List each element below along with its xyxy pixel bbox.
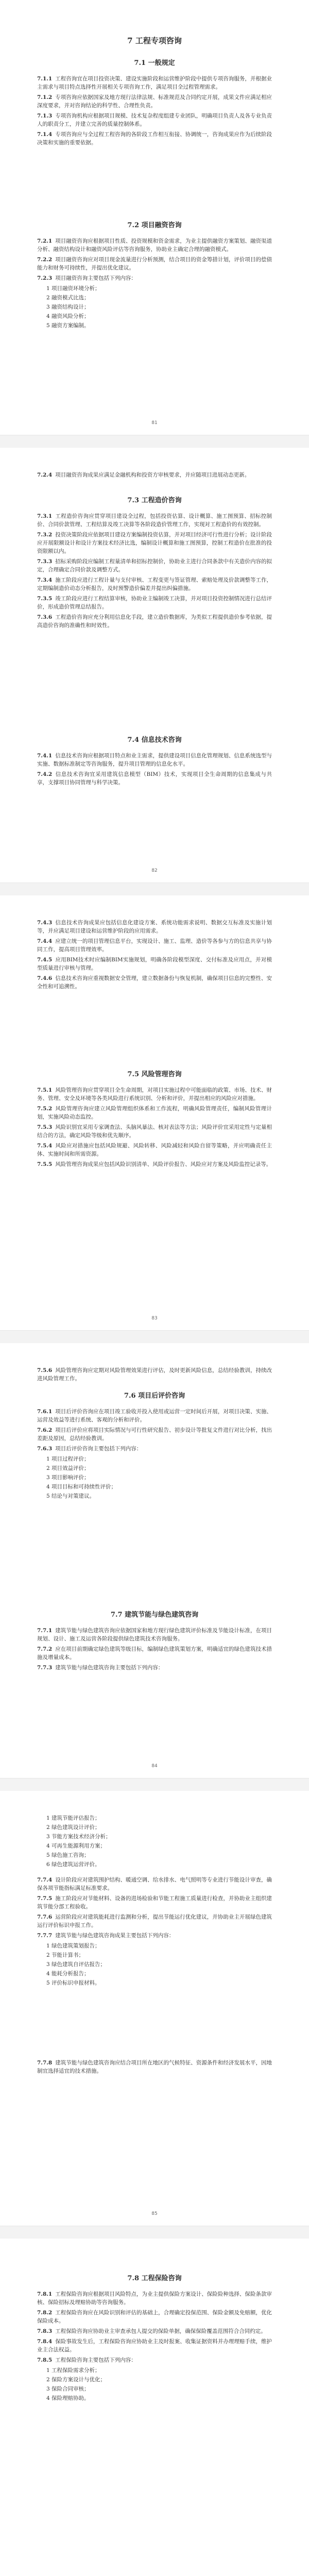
page-gap: [0, 1331, 309, 1343]
paragraph: 7.3.1 工程造价咨询应贯穿项目建设全过程，包括投资估算、设计概算、施工图预算、招标控制价、合同价款管理、工程结算及竣工决算等各阶段造价管理工作，实现对工程造价的有效控制。: [37, 513, 272, 528]
paragraph: 7.8.5 工程保险咨询主要包括下列内容：: [37, 2357, 136, 2363]
paragraph: 7.3.6 工程造价咨询应充分利用信息化手段，建立造价数据库，为类似工程提供造价参考依据，提高造价咨询的准确性和时效性。: [37, 614, 272, 629]
list-item: 1 项目过程评价；: [46, 1456, 90, 1462]
section-body: [37, 919, 272, 993]
section-body: [37, 2059, 272, 2077]
section-title: 7.5 风险管理咨询: [127, 1071, 182, 1078]
paragraph: 7.1.1 工程咨询宜在项目投资决策、建设实施阶段和运营维护阶段中提供专项咨询服务，并根据业主需求与项目特点选择性开展相关专项咨询工作，满足项目全过程管理需求。: [37, 76, 272, 90]
paragraph: 7.7.3 建筑节能与绿色建筑咨询主要包括下列内容：: [37, 1665, 164, 1671]
page: [0, 1791, 309, 2226]
list-item: 5 结论与对策建议。: [46, 1493, 95, 1499]
section-body: [37, 1626, 272, 1674]
paragraph: 7.4.3 信息技术咨询成果应包括信息化建设方案、系统功能需求说明、数据交互标准及实施计划等，并应满足项目建设和运营维护阶段的应用需求。: [37, 920, 272, 934]
paragraph: 7.7.6 运营阶段应对建筑能耗进行监测和分析，提出节能运行优化建议，并协助业主开展绿色建筑运行评价标识申报工作。: [37, 1914, 272, 1928]
section-body: [37, 75, 272, 149]
page-gap: [0, 1778, 309, 1791]
section-body: [37, 471, 272, 481]
list-item: 4 融资风险分析；: [46, 313, 90, 319]
page-number: 85: [151, 2211, 158, 2216]
section-body: [37, 512, 272, 632]
paragraph: 7.3.3 招标采购阶段应编制工程量清单和招标控制价，协助业主进行合同条款中有关造价内容的拟定，合理确定合同价款及调整方式。: [37, 558, 272, 573]
page: [0, 895, 309, 1331]
page-number: 84: [151, 1764, 158, 1769]
page: [0, 1343, 309, 1778]
paragraph: 7.2.2 项目融资咨询应对项目现金流量进行分析预测，结合项目的资金筹措计划，评价项目的偿债能力和财务可持续性，并提出优化建议。: [37, 257, 272, 271]
list-item: 4 可再生能源利用方案；: [46, 1843, 106, 1849]
paragraph: 7.5.3 风险识别宜采用专家调查法、头脑风暴法、核对表法等方法；风险评价宜采用定性与定量相结合的方法，确定风险等级和优先顺序。: [37, 1124, 272, 1139]
paragraph: 7.4.4 应建立统一的项目管理信息平台，实现设计、施工、监理、造价等各参与方的信息共享与协同工作，提高项目管理效率。: [37, 938, 272, 953]
section-body: [37, 237, 272, 331]
paragraph: 7.7.4 设计阶段应对建筑围护结构、暖通空调、给水排水、电气照明等专业进行节能设计审查，确保各项节能指标满足标准要求。: [37, 1877, 272, 1891]
paragraph: 7.1.4 专项咨询应与全过程工程咨询的各阶段工作相互衔接、协调统一，咨询成果应作为后续阶段决策和实施的重要依据。: [37, 131, 272, 146]
paragraph: 7.5.6 风险管理咨询应定期对风险管理效果进行评估，及时更新风险信息，总结经验教训，持续改进风险管理工作。: [37, 1367, 272, 1382]
paragraph: 7.5.5 风险管理咨询成果应包括风险识别清单、风险评价报告、风险应对方案及风险监控记录等。: [37, 1161, 272, 1167]
list-item: 2 保险方案设计与优化；: [46, 2377, 106, 2383]
section-body: [37, 752, 272, 789]
paragraph: 7.8.4 保险事故发生后，工程保险咨询应协助业主及时报案、收集证据资料并办理理赔手续，维护业主合法权益。: [37, 2338, 272, 2353]
paragraph: 7.7.1 建筑节能与绿色建筑咨询应依据国家和地方现行绿色建筑评价标准及节能设计标准，在项目规划、设计、施工及运营各阶段提供绿色建筑技术咨询服务。: [37, 1628, 272, 1642]
paragraph: 7.3.4 施工阶段应进行工程计量与支付审核、工程变更与签证管理、索赔处理及价款调整等工作，定期编制造价动态分析报告，及时预警造价偏差并提出纠偏措施。: [37, 577, 272, 591]
paragraph: 7.8.2 工程保险咨询应在风险识别和评估的基础上，合理确定投保范围、保险金额及免赔额，优化保险成本。: [37, 2310, 272, 2324]
paragraph: 7.5.1 风险管理咨询应贯穿项目全生命周期，对项目实施过程中可能面临的政策、市场、技术、财务、管理、安全及环境等各类风险进行系统识别、分析和评价，并提出相应的风险应对措施。: [37, 1087, 272, 1101]
paragraph: 7.7.5 施工阶段应对节能材料、设备的进场检验和节能工程施工质量进行检查，并协助业主组织建筑节能分部工程验收。: [37, 1895, 272, 1910]
paragraph: 7.1.3 专项咨询机构应根据项目规模、技术复杂程度组建专业团队，明确项目负责人及各专业负责人的职责分工，并建立完善的质量控制体系。: [37, 113, 272, 127]
paragraph: 7.5.2 风险管理咨询应建立风险管理组织体系和工作流程，明确风险管理责任，编制风险管理计划，实施风险动态监控。: [37, 1106, 272, 1120]
page-number: 82: [151, 868, 158, 873]
section-title: 7.7 建筑节能与绿色建筑咨询: [110, 1611, 199, 1619]
page: [0, 448, 309, 883]
list-item: 1 项目融资环境分析；: [46, 285, 100, 292]
paragraph: 7.6.1 项目后评价咨询应在项目竣工验收并投入使用或运营一定时间后开展，对项目决策、实施、运营及效益等进行系统、客观的分析和评价。: [37, 1409, 272, 1423]
list-item: 3 保险合同审核；: [46, 2386, 90, 2392]
paragraph: 7.5.4 风险应对措施应包括风险规避、风险转移、风险减轻和风险自留等策略，并应明确责任主体、实施时间和所需资源。: [37, 1143, 272, 1157]
list-item: 5 绿色施工咨询；: [46, 1852, 90, 1858]
paragraph: 7.4.1 信息技术咨询应根据项目特点和业主需求，提供建设项目信息化管理规划、信息系统选型与实施、数据标准制定等咨询服务，提升项目管理的信息化水平。: [37, 753, 272, 767]
section-title: 7.3 工程造价咨询: [127, 497, 182, 504]
paragraph: 7.6.2 项目后评价应将项目实际情况与可行性研究报告、初步设计等批复文件进行对比分析，找出差距及原因，总结经验教训。: [37, 1427, 272, 1442]
page: [0, 0, 309, 435]
paragraph: 7.7.2 应在项目前期确定绿色建筑等级目标，编制绿色建筑策划方案，明确适宜的绿色建筑技术措施及增量成本。: [37, 1646, 272, 1660]
paragraph: 7.3.5 竣工阶段应进行工程结算审核，协助业主编制竣工决算，并对项目投资控制情况进行总结评价，形成造价管理总结报告。: [37, 596, 272, 610]
section-body: [37, 1408, 272, 1501]
list-item: 3 融资结构设计；: [46, 304, 90, 310]
section-title: 7.4 信息技术咨询: [127, 736, 182, 744]
list-item: 4 项目目标和可持续性评价；: [46, 1484, 117, 1490]
paragraph: 7.8.3 工程保险咨询应协助业主审查承包人提交的保险单据，确保保险覆盖范围符合合同约定。: [37, 2328, 266, 2334]
section-body: [37, 2290, 272, 2403]
page-number: 83: [151, 1316, 158, 1321]
section-title: 7.6 项目后评价咨询: [124, 1392, 185, 1400]
list-item: 3 节能方案技术经济分析；: [46, 1834, 111, 1840]
chapter-title: 7 工程专项咨询: [127, 36, 182, 45]
page-number: 81: [151, 420, 158, 426]
section-body: [37, 1086, 272, 1171]
paragraph: 7.6.3 项目后评价咨询主要包括下列内容：: [37, 1446, 142, 1452]
section-body: [37, 1876, 272, 1988]
list-item: 3 绿色建筑自评估报告；: [46, 1961, 106, 1968]
list-item: 2 绿色建筑设计评价；: [46, 1824, 100, 1831]
paragraph: 7.8.1 工程保险咨询应根据项目风险特点，为业主提供保险方案设计、保险险种选择、保险条款审核、保险招标及理赔协助等咨询服务。: [37, 2291, 272, 2306]
list-item: 1 绿色建筑策划报告；: [46, 1943, 100, 1949]
page-gap: [0, 883, 309, 895]
paragraph: 7.7.7 建筑节能与绿色建筑咨询成果主要包括下列内容：: [37, 1933, 175, 1939]
section-body: [37, 1814, 272, 1870]
paragraph: 7.7.8 建筑节能与绿色建筑咨询应结合项目所在地区的气候特征、资源条件和经济发展水平，因地制宜选择适宜的技术措施。: [37, 2060, 272, 2074]
section-title: 7.1 一般规定: [134, 59, 175, 67]
list-item: 6 绿色建筑运营评价。: [46, 1861, 100, 1868]
list-item: 3 项目影响评价；: [46, 1475, 90, 1481]
paragraph: 7.4.6 信息技术咨询应重视数据安全管理，建立数据备份与恢复机制，确保项目信息的完整性、安全性和可追溯性。: [37, 975, 272, 990]
list-item: 4 保险理赔协助。: [46, 2395, 90, 2401]
list-item: 5 评价标识申报材料。: [46, 1980, 100, 1986]
list-item: 1 工程保险需求分析；: [46, 2367, 100, 2374]
paragraph: 7.1.2 专项咨询应依据国家及地方现行法律法规、标准规范及合同约定开展，成果文件应满足相应深度要求，并对咨询结论的科学性、合理性负责。: [37, 94, 272, 109]
list-item: 4 能耗分析报告；: [46, 1971, 90, 1977]
page: [0, 2239, 309, 2576]
page-gap: [0, 435, 309, 448]
paragraph: 7.2.1 项目融资咨询应根据项目性质、投资规模和资金需求，为业主提供融资方案策划、融资渠道分析、融资结构设计和融资风险评估等咨询服务，协助业主确定合理的融资模式。: [37, 238, 272, 252]
section-title: 7.2 项目融资咨询: [127, 222, 182, 229]
page-gap: [0, 2226, 309, 2239]
paragraph: 7.4.2 信息技术咨询宜采用建筑信息模型（BIM）技术，实现项目全生命周期的信息集成与共享，支撑项目协同管理与科学决策。: [37, 771, 272, 786]
paragraph: 7.4.5 应用BIM技术时应编制BIM实施规划，明确各阶段模型深度、交付标准及应用点，并对模型质量进行审核与管理。: [37, 957, 272, 971]
list-item: 2 项目效益评价；: [46, 1465, 90, 1471]
paragraph: 7.2.3 项目融资咨询主要包括下列内容：: [37, 275, 136, 281]
paragraph: 7.3.2 投资决策阶段应依据项目建设方案编制投资估算，并对项目经济可行性进行分析；设计阶段应开展限额设计和设计方案技术经济比选，编制设计概算和施工图预算，控制工程造价在批准的投资限额以内。: [37, 532, 272, 554]
paragraph: 7.2.4 项目融资咨询成果应满足金融机构和投资方审核要求，并应随项目进展动态更新。: [37, 472, 250, 478]
list-item: 2 节能计算书；: [46, 1952, 84, 1958]
list-item: 5 融资方案编制。: [46, 323, 90, 329]
list-item: 1 建筑节能评估报告；: [46, 1815, 100, 1821]
section-body: [37, 1366, 272, 1385]
section-title: 7.8 工程保险咨询: [127, 2275, 182, 2282]
list-item: 2 融资模式比选；: [46, 295, 90, 301]
